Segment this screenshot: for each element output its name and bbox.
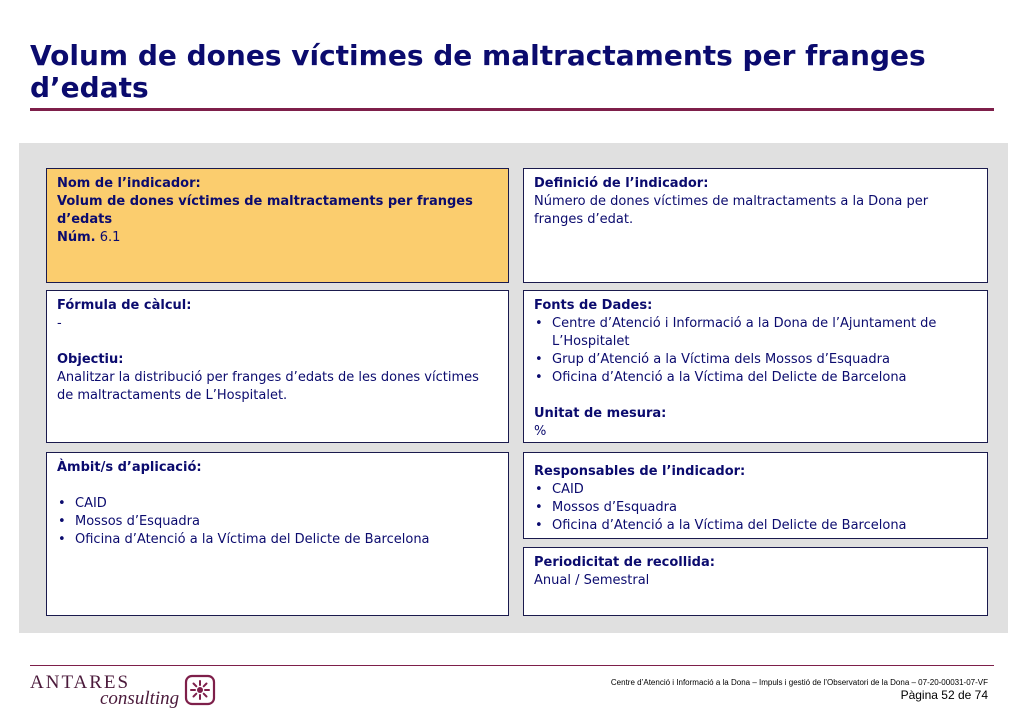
unit-value: %: [534, 424, 547, 439]
list-item: • Centre d’Atenció i Informació a la Dona de l’Ajuntament de L’Hospitalet: [534, 315, 977, 351]
indicator-name-label: Nom de l’indicador:: [57, 176, 201, 191]
list-item: • Mossos d’Esquadra: [534, 499, 977, 517]
objective-text: Analitzar la distribució per franges d’edats de les dones víctimes de maltractaments de L’Hospitalet.: [57, 370, 479, 403]
periodicity-label: Periodicitat de recollida:: [534, 555, 715, 570]
page-title: Volum de dones víctimes de maltractaments per franges d’edats: [30, 39, 926, 104]
periodicity-card: [523, 547, 988, 616]
list-item: • Oficina d’Atenció a la Víctima del Delicte de Barcelona: [534, 517, 977, 535]
indicator-number-value: 6.1: [95, 230, 121, 245]
footer-divider: [30, 665, 994, 666]
periodicity-value: Anual / Semestral: [534, 573, 650, 588]
list-item: • Grup d’Atenció a la Víctima dels Mossos d’Esquadra: [534, 351, 977, 369]
formula-value: -: [57, 316, 62, 331]
scope-label: Àmbit/s d’aplicació:: [57, 460, 202, 475]
formula-card: [46, 290, 509, 443]
formula-label: Fórmula de càlcul:: [57, 298, 192, 313]
title-divider: [30, 108, 994, 111]
responsibles-list: [534, 481, 977, 535]
list-item: • CAID: [57, 495, 498, 513]
data-sources-list: [534, 315, 977, 387]
list-item: • Oficina d’Atenció a la Víctima del Delicte de Barcelona: [57, 531, 498, 549]
responsibles-card: [523, 452, 988, 539]
list-item: • CAID: [534, 481, 977, 499]
scope-card: [46, 452, 509, 616]
responsibles-label: Responsables de l’indicador:: [534, 464, 746, 479]
logo-wordmark: ANTARES: [30, 672, 131, 693]
indicator-number: [57, 229, 498, 247]
indicator-name-card: [46, 168, 509, 283]
spacer: [534, 387, 977, 405]
scope-list: [57, 495, 498, 549]
spacer: [57, 333, 498, 351]
page-number: Pàgina 52 de 74: [900, 688, 988, 702]
indicator-number-label: Núm.: [57, 230, 96, 245]
list-item: • Mossos d’Esquadra: [57, 513, 498, 531]
unit-label: Unitat de mesura:: [534, 406, 667, 421]
spacer: [57, 477, 498, 495]
list-item: • Oficina d’Atenció a la Víctima del Delicte de Barcelona: [534, 369, 977, 387]
footer-document-reference: Centre d’Atenció i Informació a la Dona – Impuls i gestió de l’Observatori de la Dona – 07-20-00031-07-VF: [610, 678, 988, 687]
definition-text: Número de dones víctimes de maltractaments a la Dona per franges d’edat.: [534, 194, 929, 227]
definition-card: [523, 168, 988, 283]
data-sources-card: [523, 290, 988, 443]
indicator-name-value: Volum de dones víctimes de maltractaments per franges d’edats: [57, 194, 473, 227]
data-sources-label: Fonts de Dades:: [534, 298, 653, 313]
definition-label: Definició de l’indicador:: [534, 176, 709, 191]
logo-tagline: consulting: [100, 688, 180, 709]
logo-emblem-icon: [184, 674, 216, 706]
antares-logo: [30, 672, 220, 708]
objective-label: Objectiu:: [57, 352, 124, 367]
